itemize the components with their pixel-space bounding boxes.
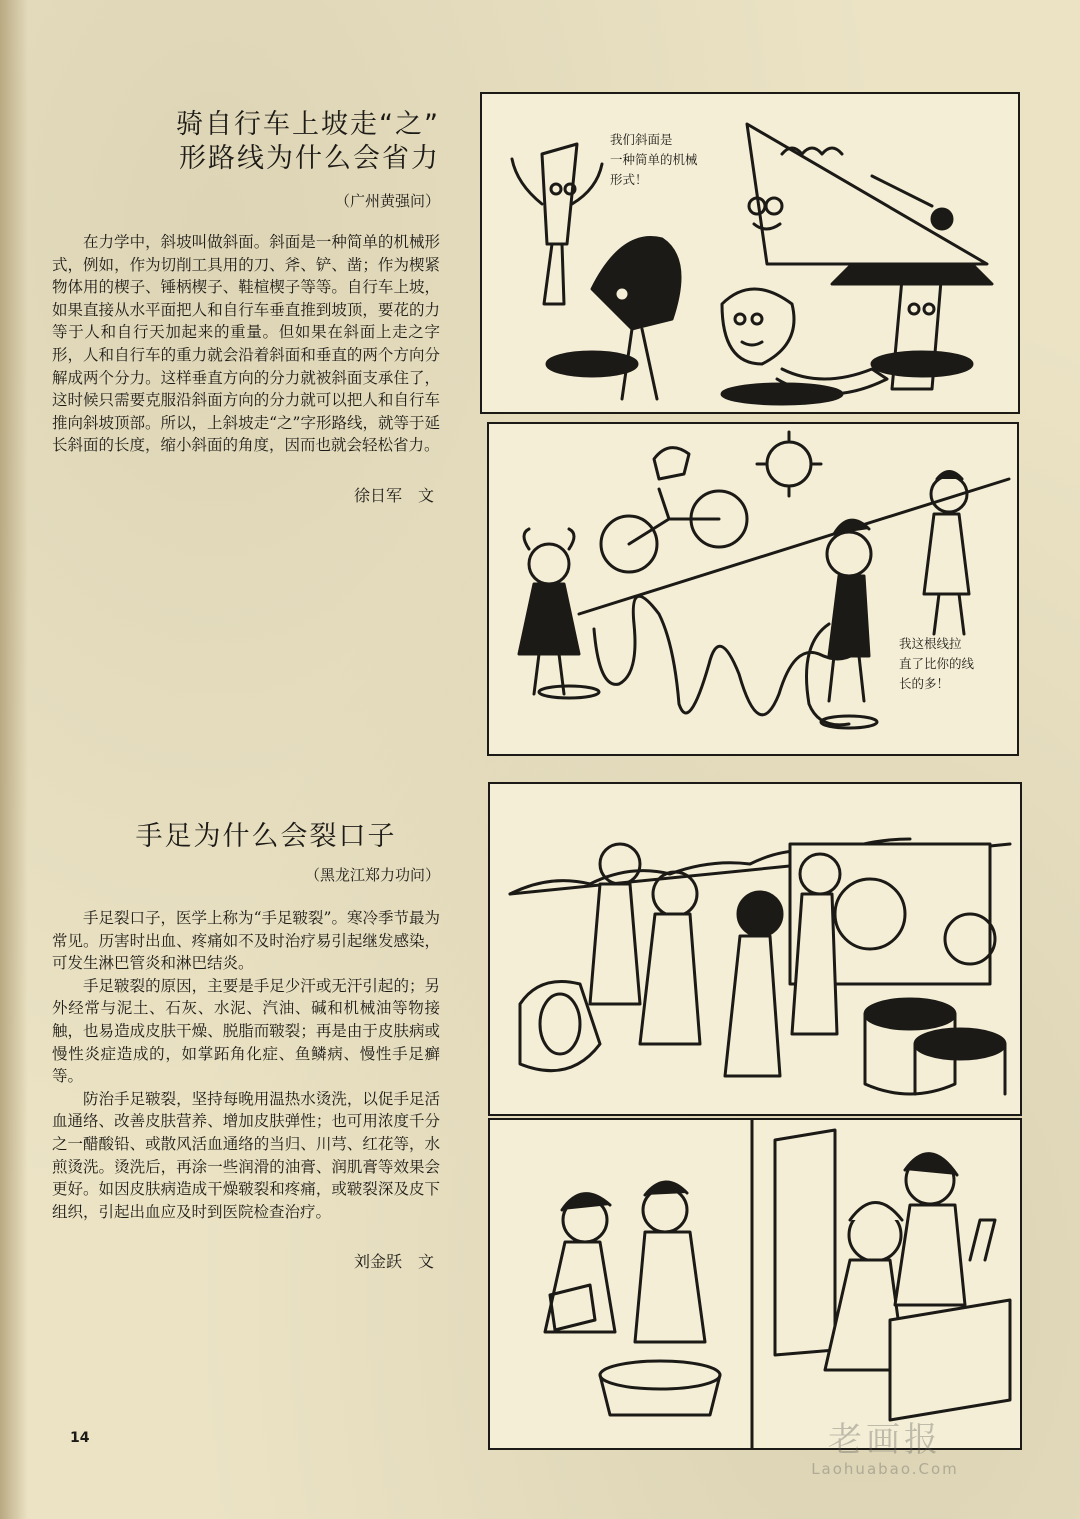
title-line-1: 骑自行车上坡走“之” bbox=[176, 109, 440, 140]
article-chapped-hands bbox=[52, 820, 440, 1272]
speech-bubble bbox=[610, 130, 698, 190]
body-paragraph: 手足皲裂的原因，主要是手足少汗或无汗引起的；另外经常与泥土、石灰、水泥、汽油、碱和机械油等物接触，也易造成皮肤干燥、脱脂而皲裂；再是由于皮肤病或慢性炎症造成的，如掌跖角化症、鱼鳞病、慢性手足癣等。 bbox=[52, 976, 440, 1086]
bicycle-slope-illustration bbox=[489, 424, 1017, 754]
comic-panel-bicycle-slope bbox=[487, 422, 1019, 756]
article-incline-bicycle bbox=[52, 108, 440, 506]
bubble-line: 一种简单的机械 bbox=[610, 152, 698, 167]
body-paragraph: 防治手足皲裂，坚持每晚用温热水烫洗，以促手足活血通络、改善皮肤营养、增加皮肤弹性；也可用浓度千分之一醋酸铅、或散风活血通络的当归、川芎、红花等，水煎烫洗。烫洗后，再涂一些润滑的油膏、润肌膏等效果会更好。如因皮肤病造成干燥皲裂和疼痛，或皲裂深及皮下组织，引起出血应及时到医院检查治疗。 bbox=[52, 1089, 440, 1221]
article-author: 徐日军 文 bbox=[353, 485, 434, 505]
article-author: 刘金跃 文 bbox=[353, 1252, 434, 1272]
body-paragraph: 在力学中，斜坡叫做斜面。斜面是一种简单的机械形式，例如，作为切削工具用的刀、斧、铲、凿；作为楔紧物体用的楔子、锤柄楔子、鞋楦楔子等等。自行车上坡，如果直接从水平面把人和自行车垂直推到坡顶，要花的力等于人和自行天加起来的重量。但如果在斜面上走之字形，人和自行车的重力就会沿着斜面和垂直的两个方向分解成两个分力。这样垂直方向的分力就被斜面支承住了，这时候只需要克服沿斜面方向的分力就可以把人和自行车推向斜坡顶部。所以，上斜坡走“之”字形路线，就等于延长斜面的长度，缩小斜面的角度，因而也就会轻松省力。 bbox=[52, 233, 440, 455]
bubble-line: 我这根线拉 bbox=[899, 636, 962, 651]
bubble-line: 长的多！ bbox=[899, 676, 950, 691]
bubble-line: 我们斜面是 bbox=[610, 132, 673, 147]
bubble-line: 直了比你的线 bbox=[899, 656, 975, 671]
speech-bubble bbox=[899, 634, 974, 694]
article-asker: （广州黄强问） bbox=[334, 192, 440, 210]
article-title bbox=[52, 108, 440, 176]
comic-panel-inclined-plane bbox=[480, 92, 1020, 414]
article-body bbox=[52, 907, 440, 1223]
article-title: 手足为什么会裂口子 bbox=[135, 821, 397, 852]
workers-illustration bbox=[490, 784, 1020, 1114]
body-paragraph: 手足裂口子，医学上称为“手足皲裂”。寒冷季节最为常见。历害时出血、疼痛如不及时治疗易引起继发感染，可发生淋巴管炎和淋巴结炎。 bbox=[52, 909, 440, 973]
inclined-plane-illustration bbox=[482, 94, 1018, 412]
watermark-url: Laohuabao.Com bbox=[811, 1460, 959, 1478]
watermark-logo: 老画报 bbox=[828, 1420, 942, 1460]
title-line-2: 形路线为什么会省力 bbox=[179, 143, 440, 174]
article-body bbox=[52, 231, 440, 457]
article-asker: （黑龙江郑力功问） bbox=[304, 866, 440, 884]
comic-panel-workers bbox=[488, 782, 1022, 1116]
site-watermark bbox=[770, 1420, 1000, 1478]
page-number: 14 bbox=[70, 1430, 90, 1446]
bubble-line: 形式！ bbox=[610, 172, 648, 187]
comic-panel-treatment bbox=[488, 1118, 1022, 1450]
treatment-illustration bbox=[490, 1120, 1020, 1448]
page-spine-shadow bbox=[0, 0, 28, 1519]
